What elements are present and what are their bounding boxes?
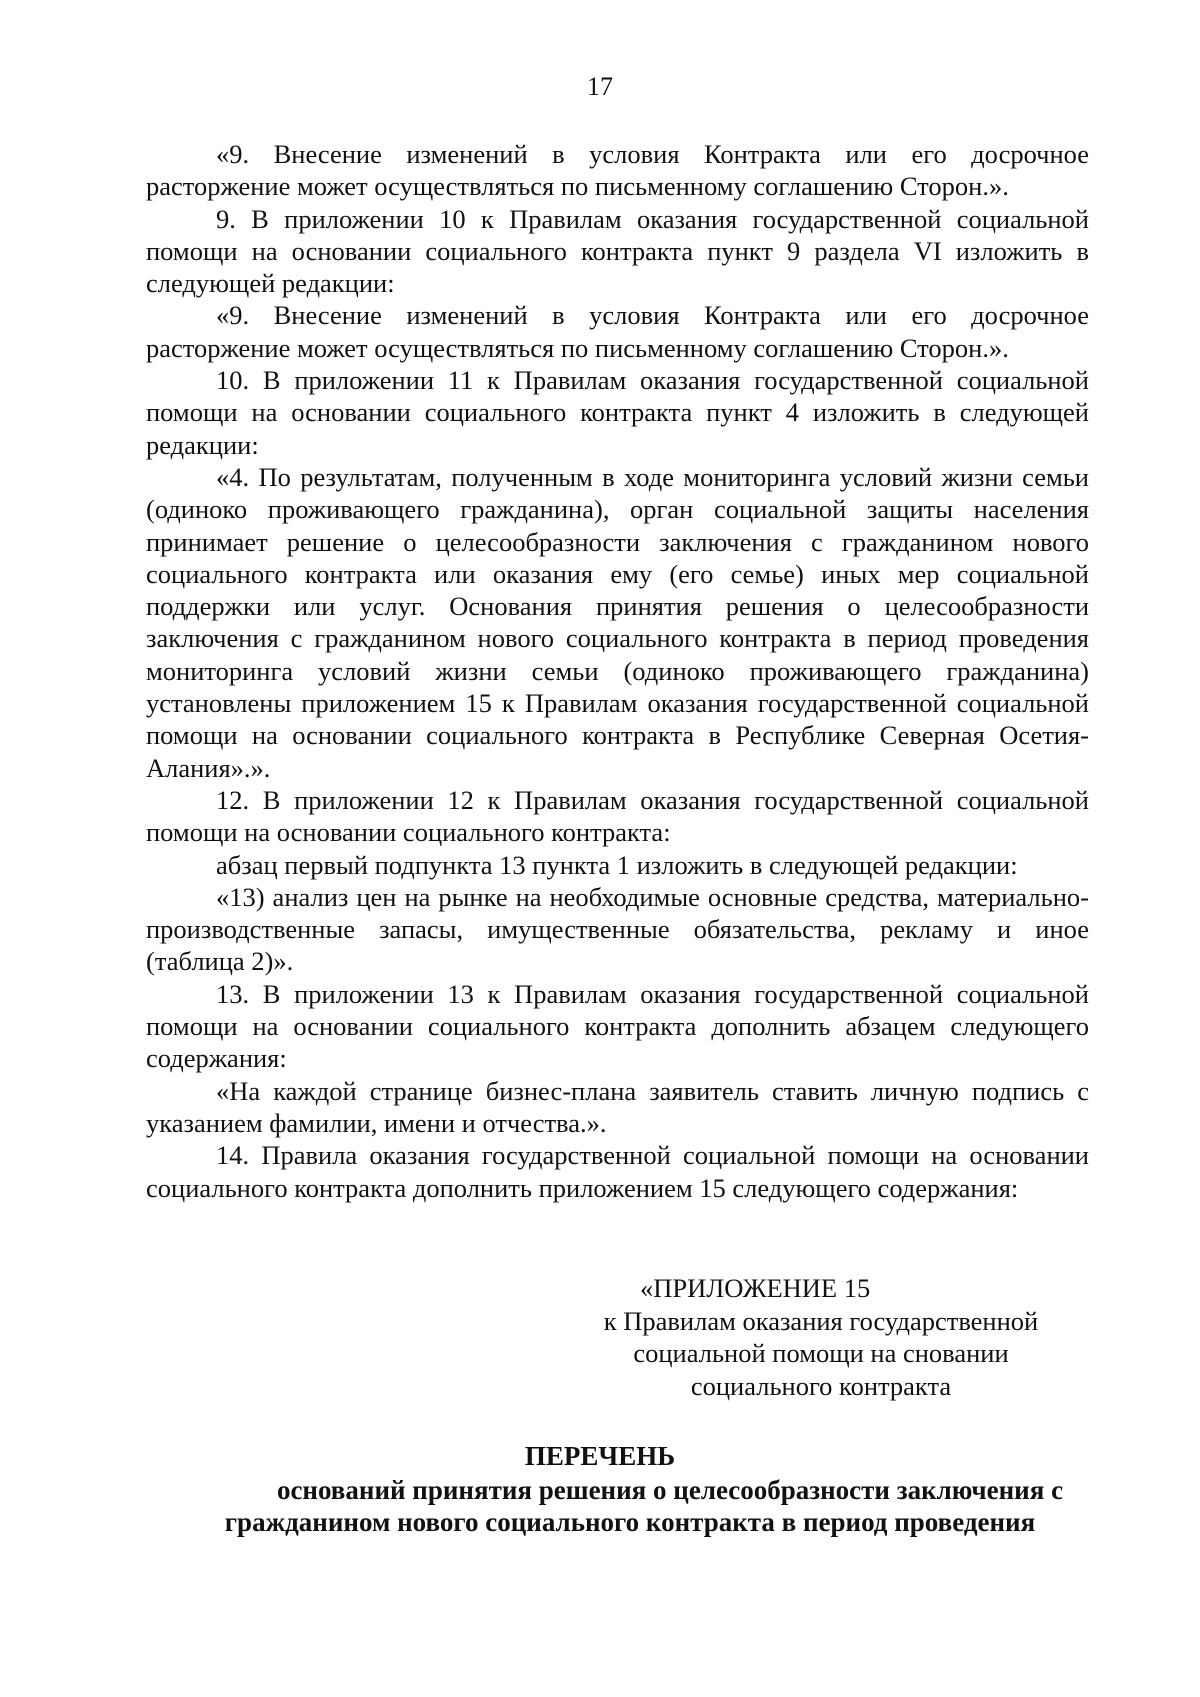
paragraph-item-10: 10. В приложении 11 к Правилам оказания государственной социальной помощи на основании социального контракта пункт 4 изложить в следующей редакции: bbox=[146, 365, 1089, 460]
paragraph-quote-9: «9. Внесение изменений в условия Контракта или его досрочное расторжение может осуществляться по письменному соглашению Сторон.». bbox=[146, 139, 1089, 202]
paragraph-item-9: 9. В приложении 10 к Правилам оказания государственной социальной помощи на основании социального контракта пункт 9 раздела VI изложить в следующей редакции: bbox=[146, 203, 1089, 299]
paragraph-item-14: 14. Правила оказания государственной социальной помощи на основании социального контракта дополнить приложением 15 следующего содержания: bbox=[146, 1140, 1089, 1203]
paragraph-quote-13: «13) анализ цен на рынке на необходимые основные средства, материально-производственные запасы, имущественные обязательства, рекламу и иное (таблица 2)». bbox=[146, 881, 1089, 977]
appendix-line-3: социального контракта bbox=[690, 1370, 952, 1401]
appendix-title: «ПРИЛОЖЕНИЕ 15 bbox=[640, 1273, 871, 1303]
appendix-line-1: к Правилам оказания государственной bbox=[603, 1305, 1039, 1336]
appendix-block bbox=[556, 1272, 1086, 1402]
body-text bbox=[146, 138, 1089, 1204]
heading-line-1: оснований принятия решения о целесообразности заключения с bbox=[276, 1475, 1064, 1505]
paragraph-abzac: абзац первый подпункта 13 пункта 1 изложить в следующей редакции: bbox=[216, 849, 1018, 880]
heading-line-2: гражданином нового социального контракта в период проведения bbox=[224, 1507, 1036, 1537]
paragraph-quote-signature: «На каждой странице бизнес-плана заявитель ставить личную подпись с указанием фамилии, имени и отчества.». bbox=[146, 1075, 1089, 1138]
paragraph-item-12: 12. В приложении 12 к Правилам оказания государственной социальной помощи на основании социального контракта: bbox=[146, 784, 1089, 848]
heading-title: ПЕРЕЧЕНЬ bbox=[524, 1441, 676, 1471]
paragraph-quote-9-repeat: «9. Внесение изменений в условия Контракта или его досрочное расторжение может осуществляться по письменному соглашению Сторон.». bbox=[146, 300, 1089, 363]
page-number: 17 bbox=[587, 72, 613, 101]
list-heading bbox=[0, 1440, 1200, 1538]
appendix-line-2: социальной помощи на сновании bbox=[633, 1338, 1009, 1368]
paragraph-item-13: 13. В приложении 13 к Правилам оказания государственной социальной помощи на основании социального контракта дополнить абзацем следующего содержания: bbox=[146, 978, 1089, 1074]
paragraph-quote-4: «4. По результатам, полученным в ходе мониторинга условий жизни семьи (одиноко проживающего гражданина), орган социальной защиты населения принимает решение о целесообразности заключения с гражданином нового социального контракта или оказания ему (его семье) иных мер социальной поддержки или услуг. Основания принятия решения о целесообразности заключения с гражданином нового социального контракта в период проведения мониторинга условий жизни семьи (одиноко проживающего гражданина) установлены приложением 15 к Правилам оказания государственной социальной помощи на основании социального контракта в Республике Северная Осетия-Алания».». bbox=[146, 461, 1089, 783]
